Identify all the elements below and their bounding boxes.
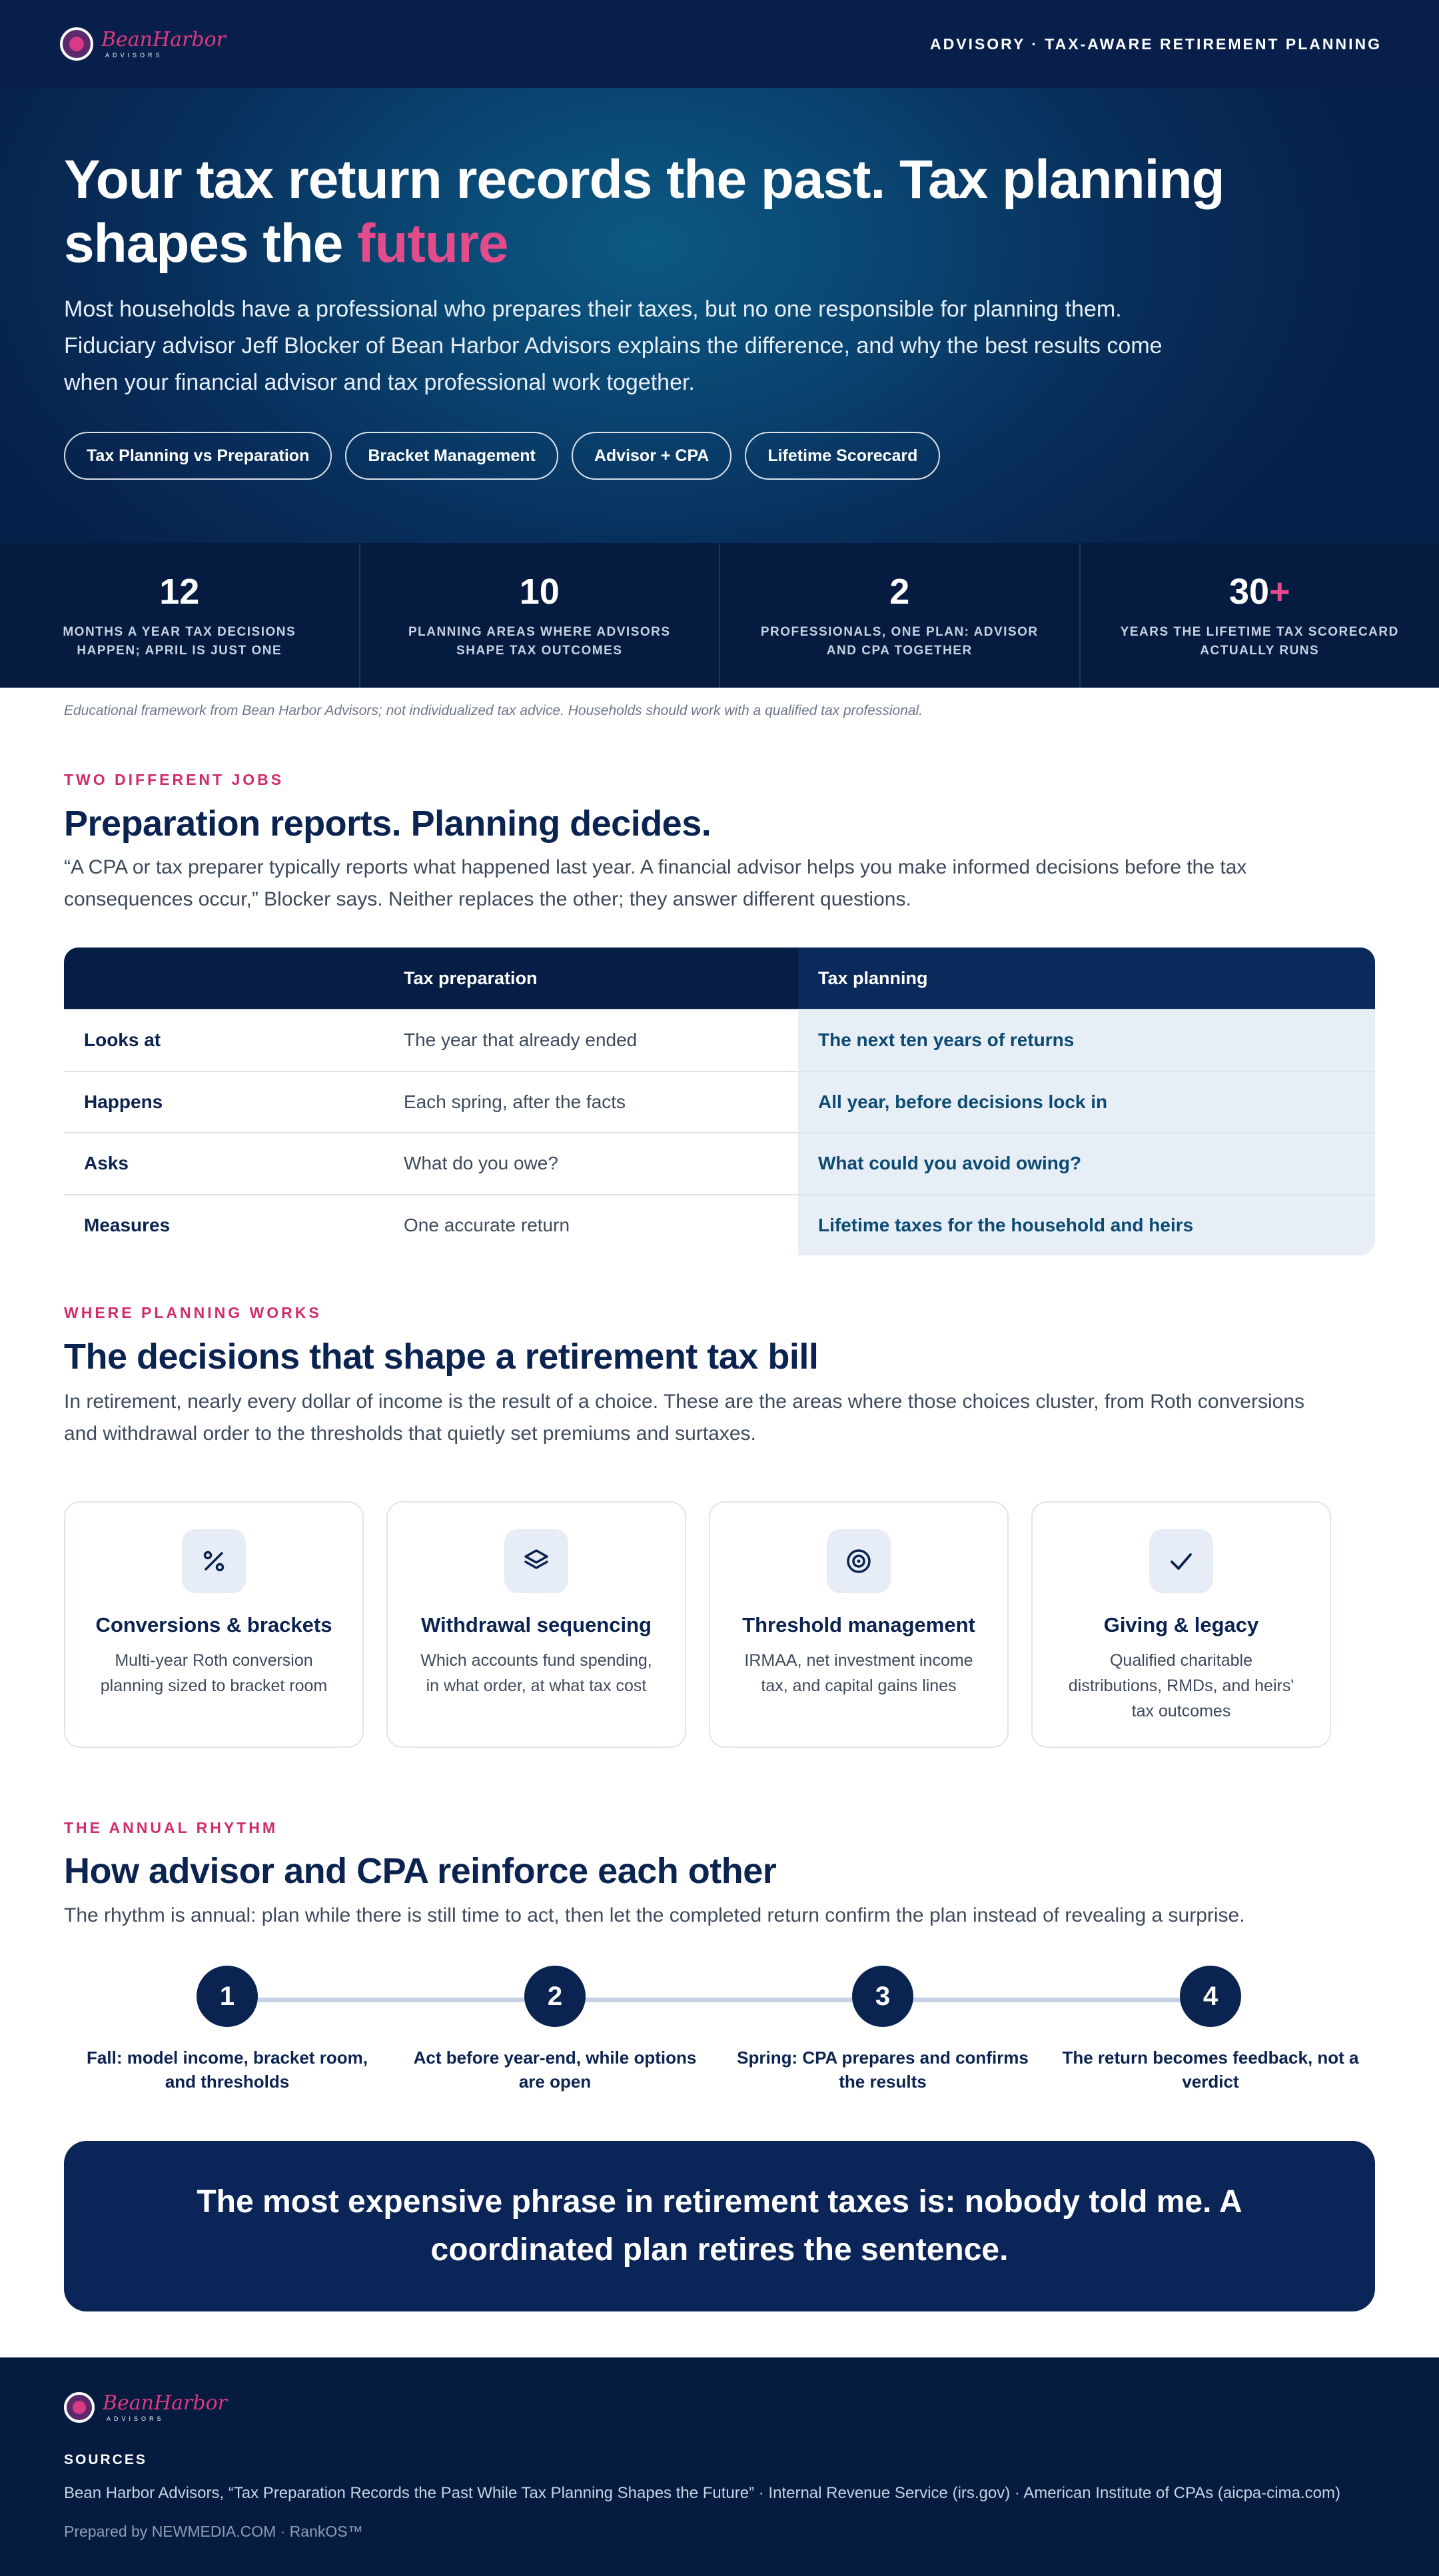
row-label: Measures <box>64 1195 404 1256</box>
stat-number: 12 <box>159 572 200 612</box>
stat-label: PROFESSIONALS, ONE PLAN: ADVISOR AND CPA TOGETHER <box>760 625 1039 658</box>
sources-heading: SOURCES <box>64 2452 147 2467</box>
layers-icon <box>504 1529 568 1593</box>
stat-number: 10 <box>519 572 560 612</box>
target-icon <box>827 1529 891 1593</box>
step-number: 4 <box>1180 1966 1241 2027</box>
card-title: Withdrawal sequencing <box>421 1613 652 1636</box>
timeline-step <box>720 1966 1046 2094</box>
check-icon <box>1149 1529 1213 1593</box>
percent-icon <box>182 1529 246 1593</box>
table-header <box>64 948 1375 1009</box>
section-title: The decisions that shape a retirement tax bill <box>64 1337 819 1377</box>
pill-lifetime-scorecard[interactable]: Lifetime Scorecard <box>745 432 940 480</box>
hero-title: Your tax return records the past. Tax planning shapes the future <box>64 149 1224 274</box>
row-label: Asks <box>64 1133 404 1194</box>
timeline-step <box>1047 1966 1374 2094</box>
preparation-cell: One accurate return <box>404 1195 798 1256</box>
top-bar <box>0 0 1439 88</box>
logo-name: BeanHarbor <box>101 27 227 51</box>
section-eyebrow: THE ANNUAL RHYTHM <box>64 1819 278 1836</box>
hero-pill-nav <box>64 432 940 480</box>
step-label: The return becomes feedback, not a verdict <box>1062 2048 1359 2092</box>
hero-section <box>0 0 1439 543</box>
stat-item <box>0 543 360 688</box>
pill-advisor-cpa[interactable]: Advisor + CPA <box>572 432 732 480</box>
planning-areas <box>64 1501 1331 1748</box>
planning-card <box>1031 1501 1331 1748</box>
step-number: 1 <box>197 1966 258 2027</box>
step-label: Fall: model income, bracket room, and thresholds <box>87 2048 368 2092</box>
pill-tax-planning-vs-preparation[interactable]: Tax Planning vs Preparation <box>64 432 332 480</box>
planning-cell: The next ten years of returns <box>798 1010 1375 1071</box>
table-row <box>64 1194 1375 1256</box>
table-header-cell: Tax planning <box>798 948 1375 1009</box>
stat-label: YEARS THE LIFETIME TAX SCORECARD ACTUALLY RUNS <box>1120 625 1399 658</box>
step-number: 2 <box>524 1966 586 2027</box>
brand-logo[interactable] <box>60 27 226 61</box>
footer <box>0 2357 1439 2576</box>
table-row <box>64 1071 1375 1133</box>
section-eyebrow: WHERE PLANNING WORKS <box>64 1304 322 1321</box>
comparison-table <box>64 948 1375 1255</box>
logo-sub: ADVISORS <box>107 2415 165 2422</box>
card-text: Qualified charitable distributions, RMDs, and heirs' tax outcomes <box>1068 1651 1294 1720</box>
card-title: Conversions & brackets <box>95 1613 332 1636</box>
pull-quote <box>64 2141 1375 2311</box>
pill-bracket-management[interactable]: Bracket Management <box>345 432 558 480</box>
timeline-step <box>64 1966 390 2094</box>
planning-cell: What could you avoid owing? <box>798 1133 1375 1194</box>
step-number: 3 <box>852 1966 913 2027</box>
card-title: Giving & legacy <box>1103 1613 1259 1636</box>
logo-mark-icon <box>64 2392 95 2423</box>
stats-bar <box>0 543 1439 688</box>
hero-lede: Most households have a professional who prepares their taxes, but no one responsible for planning them. Fiduciary advisor Jeff Blocker of Bean Harbor Advisors explains the difference, and why the best results come when your financial advisor and tax professional work together. <box>64 297 1163 395</box>
table-header-cell <box>64 948 404 1009</box>
step-label: Spring: CPA prepares and confirms the results <box>737 2048 1029 2092</box>
section-text: The rhythm is annual: plan while there is still time to act, then let the completed return confirm the plan instead of revealing a surprise. <box>64 1904 1245 1926</box>
topbar-tagline: ADVISORY · TAX-AWARE RETIREMENT PLANNING <box>930 35 1382 53</box>
hero-title-accent: future <box>357 213 508 274</box>
section-title: How advisor and CPA reinforce each other <box>64 1851 777 1891</box>
stat-item <box>720 543 1081 688</box>
card-title: Threshold management <box>742 1613 975 1636</box>
logo-name: BeanHarbor <box>103 2391 228 2415</box>
prepared-by: Prepared by NEWMEDIA.COM · RankOS™ <box>64 2523 363 2540</box>
pull-quote-text: The most expensive phrase in retirement taxes is: nobody told me. A coordinated plan retires the sentence. <box>197 2184 1242 2267</box>
preparation-cell: Each spring, after the facts <box>404 1072 798 1133</box>
planning-card <box>386 1501 686 1748</box>
table-header-cell: Tax preparation <box>404 948 798 1009</box>
card-text: IRMAA, net investment income tax, and capital gains lines <box>744 1651 973 1695</box>
stat-item <box>360 543 721 688</box>
sources-list: Bean Harbor Advisors, “Tax Preparation Records the Past While Tax Planning Shapes the Future” · Internal Revenue Service (irs.gov) · American Institute of CPAs (aicpa-cima.com) <box>64 2484 1340 2502</box>
card-text: Multi-year Roth conversion planning sized to bracket room <box>100 1651 328 1695</box>
section-title: Preparation reports. Planning decides. <box>64 804 712 844</box>
planning-card <box>64 1501 364 1748</box>
table-row <box>64 1132 1375 1194</box>
disclaimer: Educational framework from Bean Harbor Advisors; not individualized tax advice. Households should work with a qualified tax professional. <box>64 703 923 718</box>
timeline-step <box>392 1966 718 2094</box>
annual-rhythm-steps <box>64 1966 1375 2099</box>
row-label: Happens <box>64 1072 404 1133</box>
logo-mark-icon <box>60 27 93 61</box>
planning-cell: Lifetime taxes for the household and heirs <box>798 1195 1375 1256</box>
card-text: Which accounts fund spending, in what order, at what tax cost <box>420 1651 652 1695</box>
stat-item <box>1081 543 1439 688</box>
planning-cell: All year, before decisions lock in <box>798 1072 1375 1133</box>
logo-sub: ADVISORS <box>105 51 163 59</box>
stat-label: PLANNING AREAS WHERE ADVISORS SHAPE TAX OUTCOMES <box>408 625 671 658</box>
section-text: In retirement, nearly every dollar of income is the result of a choice. These are the areas where those choices cluster, from Roth conversions and withdrawal order to the thresholds that quietly set premiums and surtaxes. <box>64 1391 1305 1445</box>
stat-label: MONTHS A YEAR TAX DECISIONS HAPPEN; APRIL IS JUST ONE <box>63 625 296 658</box>
footer-logo[interactable] <box>64 2392 227 2423</box>
planning-card <box>709 1501 1009 1748</box>
section-text: “A CPA or tax preparer typically reports what happened last year. A financial advisor helps you make informed decisions before the tax consequences occur,” Blocker says. Neither replaces the other; they answer different questions. <box>64 856 1247 910</box>
preparation-cell: The year that already ended <box>404 1010 798 1071</box>
section-eyebrow: TWO DIFFERENT JOBS <box>64 771 284 788</box>
preparation-cell: What do you owe? <box>404 1133 798 1194</box>
table-row <box>64 1009 1375 1071</box>
stat-number: 30+ <box>1228 572 1290 612</box>
stat-number: 2 <box>889 572 910 612</box>
row-label: Looks at <box>64 1010 404 1071</box>
step-label: Act before year-end, while options are open <box>413 2048 697 2092</box>
